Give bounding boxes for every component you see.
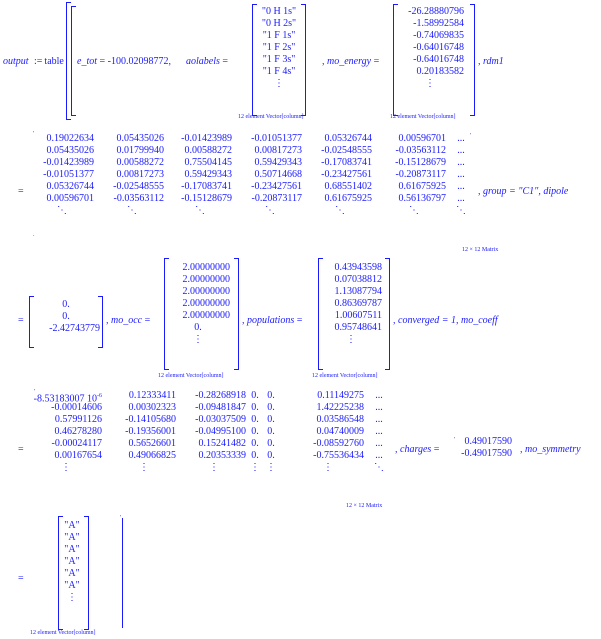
matrix-tick: ' — [33, 131, 35, 137]
rdm1-label: , rdm1 — [478, 56, 504, 67]
charges-item: 0.49017590 — [464, 436, 512, 447]
matrix-tick: ' — [34, 389, 36, 395]
populations-item: 1.00607511 — [334, 310, 382, 321]
charges-vector — [452, 436, 512, 460]
rdm1-equals: = — [18, 186, 24, 197]
e-tot-entry: e_tot = -100.02098772, — [77, 56, 171, 67]
mo-occ-label: , mo_occ = — [106, 315, 151, 326]
populations-bracket-right — [385, 258, 390, 370]
dipole-item: -2.42743779 — [49, 323, 100, 334]
mo-energy-caption: 12 element Vector[column] — [390, 114, 456, 120]
mo-energy-item: 0.20183582 — [416, 66, 464, 77]
charges-item: -0.49017590 — [461, 448, 512, 459]
mo-occ-item: 2.00000000 — [182, 310, 230, 321]
mo-energy-item: ⋮ — [425, 78, 435, 89]
symmetry-item: ⋮ — [67, 592, 77, 603]
populations-item: 0.43943598 — [334, 262, 382, 273]
mo-coeff-equals: = — [18, 444, 24, 455]
matrix-tick: . — [33, 232, 35, 238]
mo-symmetry-equals: = — [18, 573, 24, 584]
converged-mo-coeff-label: , converged = 1, mo_coeff — [393, 315, 498, 326]
mo-coeff-col-3: -0.28268918 -0.09481847 -0.03037509 -0.04995100 0.15241482 0.20353339 ⋮ — [195, 390, 246, 473]
mo-energy-item: -1.58992584 — [413, 18, 464, 29]
symmetry-item: "A" — [64, 520, 80, 531]
populations-item: 0.07038812 — [334, 274, 382, 285]
mo-energy-item: -26.28880796 — [408, 6, 464, 17]
mo-occ-item: ⋮ — [193, 334, 203, 345]
symmetry-item: "A" — [64, 556, 80, 567]
mo-coeff-col-2: 0.12333411 0.00302323 -0.14105680 -0.19356001 0.56526601 0.49066825 ⋮ — [125, 390, 176, 473]
populations-caption: 12 element Vector[column] — [312, 373, 378, 379]
mo-energy-label: , mo_energy = — [322, 56, 380, 67]
aolabels-item: "1 F 3s" — [262, 54, 296, 65]
mo-energy-item: -0.74069835 — [413, 30, 464, 41]
mo-occ-caption: 12 element Vector[column] — [158, 373, 224, 379]
rdm1-caption: 12 × 12 Matrix — [462, 247, 499, 253]
aolabels-label: aolabels = — [186, 56, 229, 67]
aolabels-item: "1 F 2s" — [262, 42, 296, 53]
mo-occ-item: 2.00000000 — [182, 274, 230, 285]
output-close-bar — [122, 518, 123, 628]
symmetry-item: "A" — [64, 568, 80, 579]
mo-symmetry-label: , mo_symmetry — [520, 444, 581, 455]
aolabels-item: "0 H 2s" — [261, 18, 297, 29]
aolabels-item: "1 F 4s" — [262, 66, 296, 77]
mo-energy-item: -0.64016748 — [413, 54, 464, 65]
populations-vector — [320, 262, 382, 346]
group-dipole-label: , group = "C1", dipole — [478, 186, 569, 197]
mo-occ-item: 2.00000000 — [182, 298, 230, 309]
symmetry-bracket-right — [84, 516, 89, 630]
mo-coeff-caption: 12 × 12 Matrix — [346, 503, 383, 509]
rdm1-col-4: -0.01051377 0.00817273 0.59429343 0.50714668 -0.23427561 -0.20873117 ⋱ — [251, 133, 302, 216]
assign-operator: := table — [34, 56, 64, 67]
mo-coeff-col-6: 0.11149275 1.42225238 0.03586548 0.04740009 -0.08592760 -0.75536434 ⋮ — [313, 390, 364, 473]
populations-item: 0.95748641 — [334, 322, 382, 333]
mo-energy-vector — [396, 6, 464, 90]
symmetry-item: "A" — [64, 532, 80, 543]
aolabels-caption: 12 element Vector[column] — [238, 114, 304, 120]
aolabels-item: "1 F 1s" — [262, 30, 296, 41]
mo-energy-item: -0.64016748 — [413, 42, 464, 53]
populations-item: ⋮ — [346, 334, 356, 345]
symmetry-item: "A" — [64, 580, 80, 591]
populations-label: , populations = — [242, 315, 303, 326]
aolabels-item: ⋮ — [274, 78, 284, 89]
symmetry-caption: 12 element Vector[column] — [30, 630, 96, 636]
mo-occ-item: 2.00000000 — [182, 286, 230, 297]
rdm1-col-1: 0.19022634 0.05435026 -0.01423989 -0.01051377 0.05326744 0.00596701 ⋱ — [43, 133, 94, 216]
symmetry-item: "A" — [64, 544, 80, 555]
charges-bracket-tick: ' — [454, 437, 456, 443]
rdm1-col-more: ... ... ... ... ... ... ⋱ — [456, 133, 466, 216]
rdm1-col-3: -0.01423989 0.00588272 0.75504145 0.59429343 -0.17083741 -0.15128679 ⋱ — [181, 133, 232, 216]
aolabels-item: "0 H 1s" — [261, 6, 297, 17]
output-label: output — [3, 56, 29, 67]
table-open-bracket-2 — [71, 6, 76, 116]
charges-label: , charges = — [395, 444, 440, 455]
mo-occ-item: 2.00000000 — [182, 262, 230, 273]
matrix-tick: ' — [120, 515, 122, 521]
dipole-bracket-right — [98, 296, 103, 348]
aolabels-vector — [255, 6, 303, 90]
mo-coeff-col-more: ... ... ... ... ... ... ⋱ — [374, 390, 384, 473]
aolabels-bracket-right — [301, 4, 306, 116]
matrix-tick: ' — [470, 133, 472, 139]
rdm1-col-2: 0.05435026 0.01799940 0.00588272 0.00817273 -0.02548555 -0.03563112 ⋱ — [113, 133, 164, 216]
mo-occ-vector — [166, 262, 230, 346]
mo-coeff-col-5: 0. 0. 0. 0. 0. 0. ⋮ — [266, 390, 276, 473]
mo-energy-bracket-right — [470, 4, 475, 116]
dipole-equals: = — [18, 315, 24, 326]
populations-item: 0.86369787 — [334, 298, 382, 309]
populations-item: 1.13087794 — [334, 286, 382, 297]
rdm1-col-6: 0.00596701 -0.03563112 -0.15128679 -0.20873117 0.61675925 0.56136797 ⋱ — [395, 133, 446, 216]
dipole-item: 0. — [62, 299, 70, 310]
mo-coeff-col-1: -8.53183007 $10^{-6}$ -0.00014606 0.57991126 0.46278280 -0.00024117 0.00167654 ⋮ — [33, 393, 102, 473]
symmetry-vector — [60, 520, 84, 604]
mo-occ-bracket-right — [234, 258, 239, 370]
dipole-vector — [32, 299, 100, 335]
rdm1-col-5: 0.05326744 -0.02548555 -0.17083741 -0.23427561 0.68551402 0.61675925 ⋱ — [321, 133, 372, 216]
mo-coeff-col-4: 0. 0. 0. 0. 0. 0. ⋮ — [250, 390, 260, 473]
dipole-item: 0. — [62, 311, 70, 322]
mo-occ-item: 0. — [194, 322, 202, 333]
